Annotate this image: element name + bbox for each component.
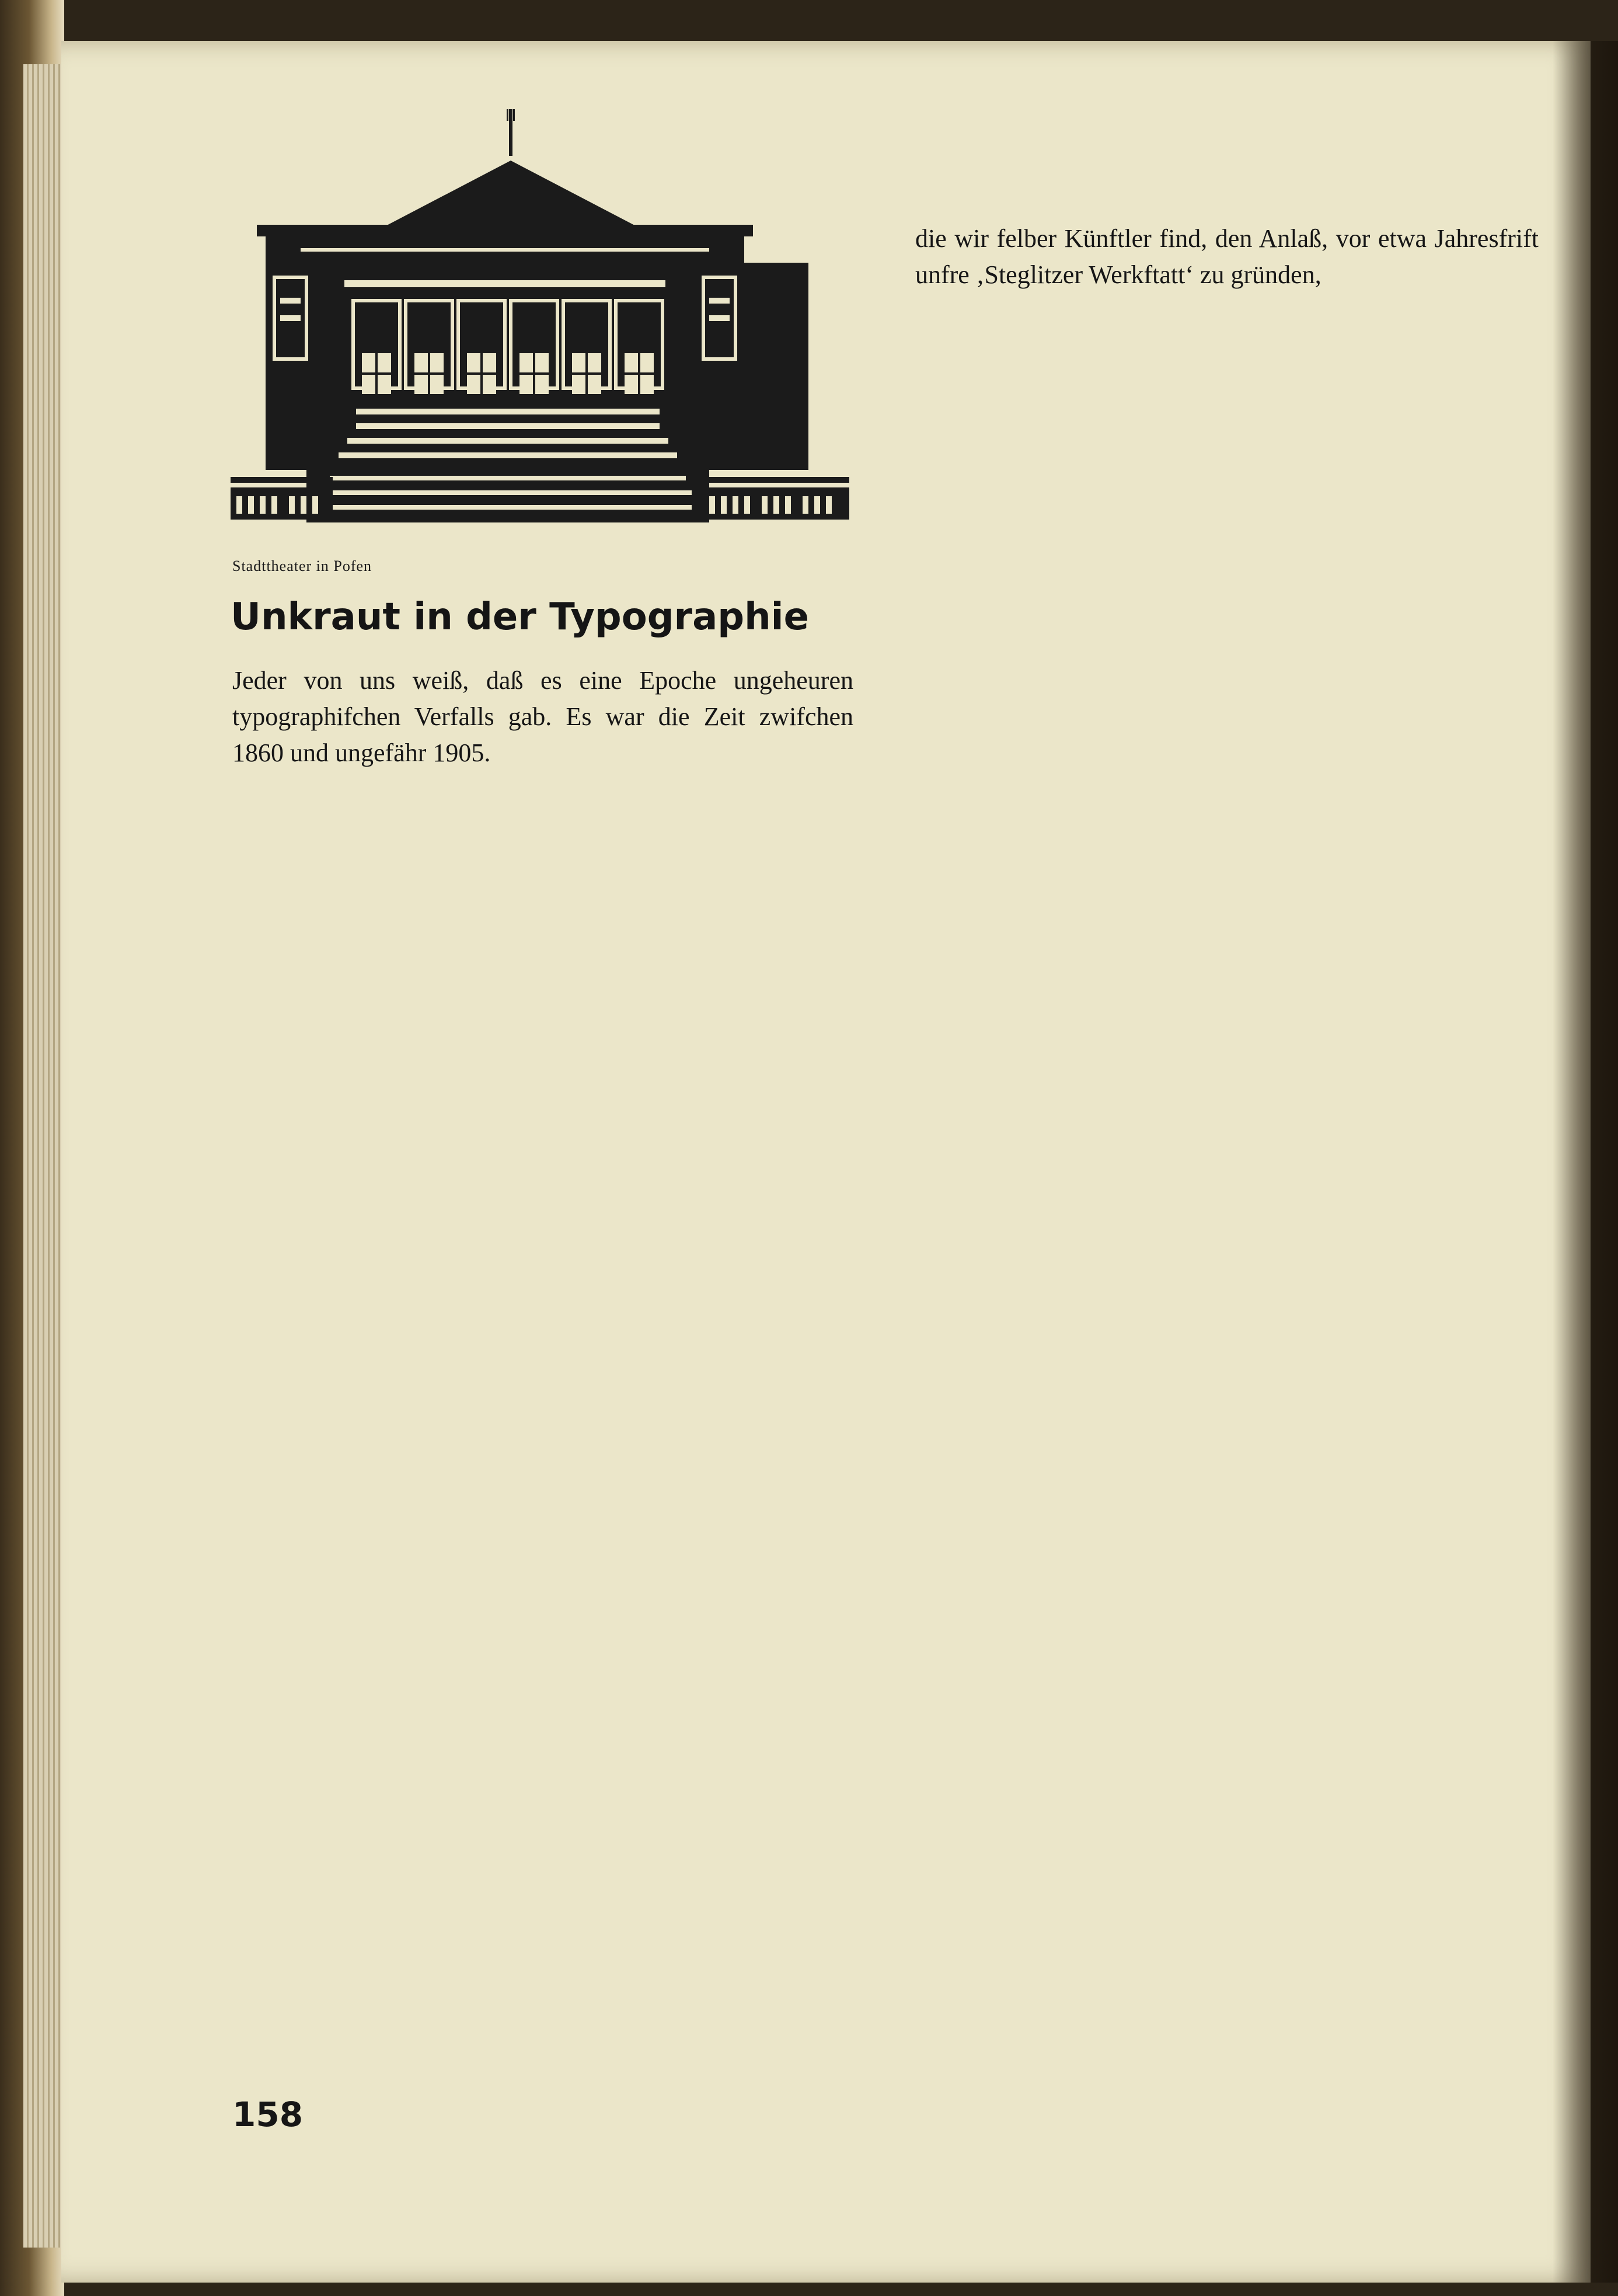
left-text-column: Jeder von uns weiß, daß es eine Epoche ungeheuren typographifchen Verfalls gab. Es war die Zeit zwifchen 1860 und ungefähr 1905.: [232, 666, 853, 767]
page-number: 158: [232, 2095, 304, 2134]
right-text-column: die wir felber Künftler find, den Anlaß, vor etwa Jahresfrift unfre ‚Steglitzer Werkftatt‘ zu gründen,: [915, 224, 1539, 289]
illustration-caption: Stadttheater in Pofen: [232, 558, 372, 574]
page-gutter-shadow: [1553, 41, 1618, 2283]
theater-illustration: [231, 108, 849, 546]
article-title: Unkraut in der Typographie: [231, 595, 809, 639]
